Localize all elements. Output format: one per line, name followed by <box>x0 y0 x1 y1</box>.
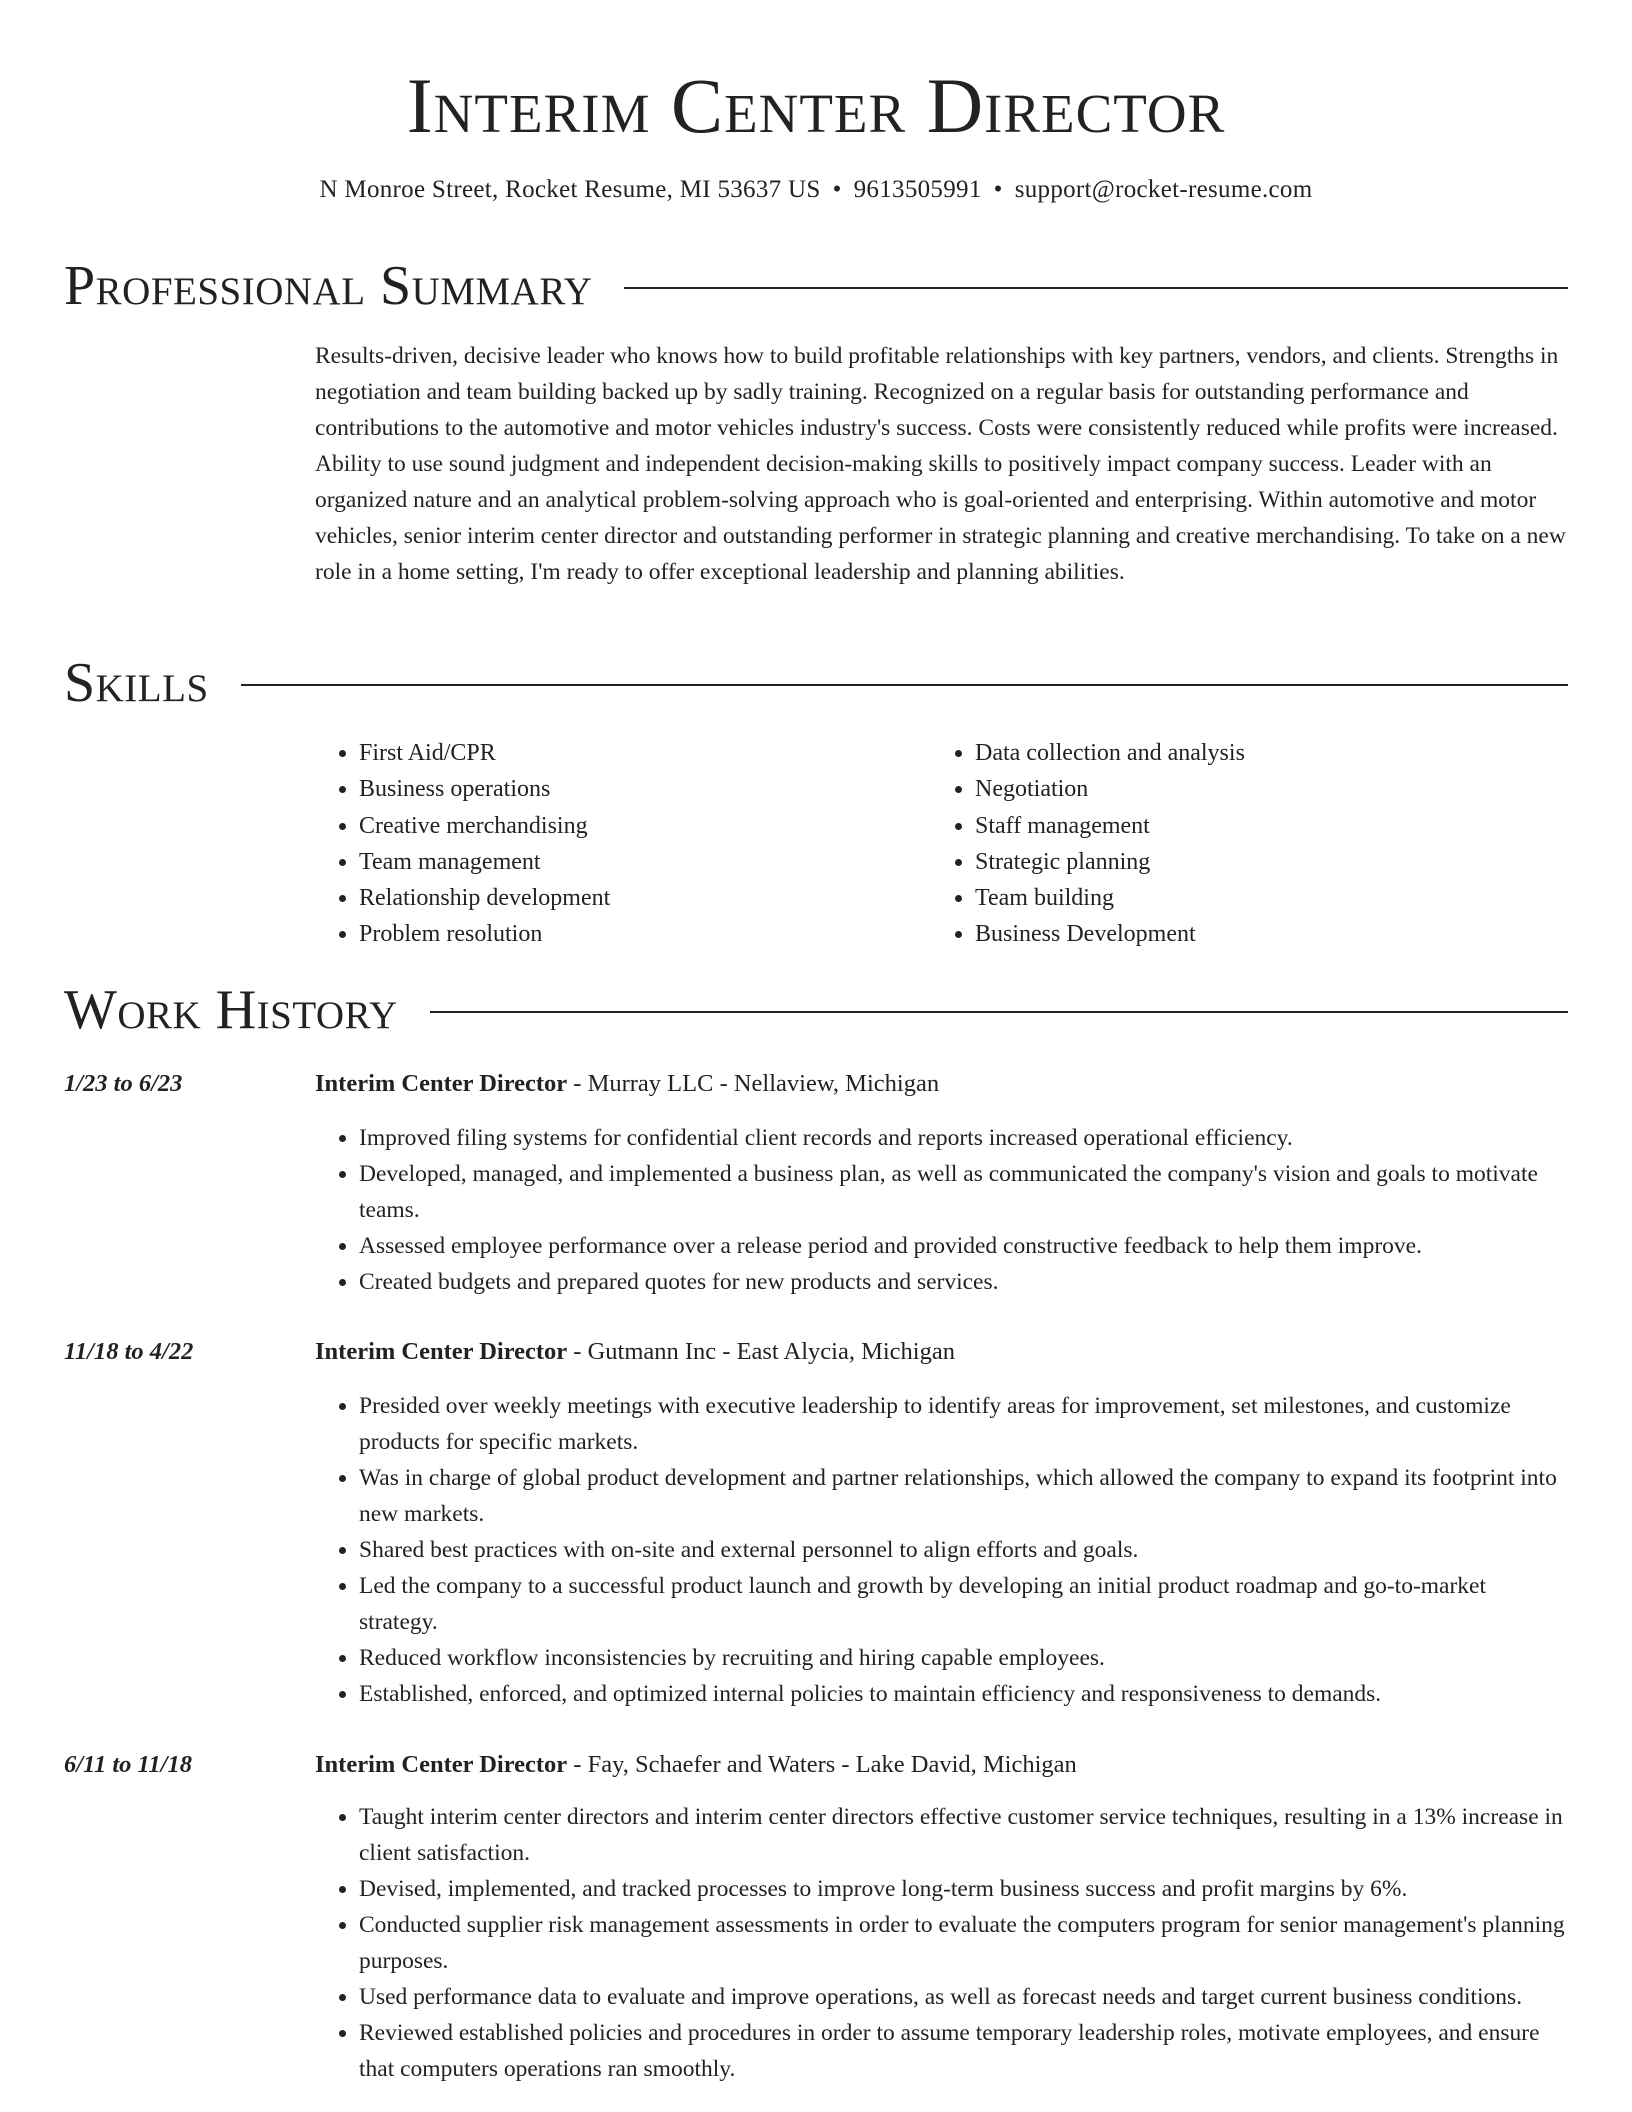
skill-item: • Business operations <box>359 771 931 807</box>
job-bullet: • Created budgets and prepared quotes for new products and services. <box>359 1264 1568 1300</box>
job-bullet: • Reduced workflow inconsistencies by recruiting and hiring capable employees. <box>359 1640 1568 1676</box>
skills-list <box>315 735 1568 953</box>
job-bullet: • Devised, implemented, and tracked processes to improve long-term business success and profit margins by 6%. <box>359 1871 1568 1907</box>
job-dates: 1/23 to 6/23 <box>64 1070 183 1097</box>
job-bullets <box>315 1120 1568 1300</box>
skills-section-header <box>64 651 1568 715</box>
job-bullets <box>315 1799 1568 2087</box>
job-company-location: - Fay, Schaefer and Waters - Lake David, Michigan <box>567 1751 1077 1778</box>
job-bullet: • Shared best practices with on-site and external personnel to align efforts and goals. <box>359 1532 1568 1568</box>
job-bullet: • Reviewed established policies and procedures in order to assume temporary leadership roles, motivate employees, and ensure that computers operations ran smoothly. <box>359 2015 1568 2087</box>
contact-separator: • <box>832 176 842 203</box>
job-bullet: • Developed, managed, and implemented a business plan, as well as communicated the company's vision and goals to motivate teams. <box>359 1156 1568 1228</box>
job-bullet: • Improved filing systems for confidential client records and reports increased operational efficiency. <box>359 1120 1568 1156</box>
skills-column-right <box>931 735 1547 953</box>
job-bullet: • Established, enforced, and optimized internal policies to maintain efficiency and responsiveness to demands. <box>359 1676 1568 1712</box>
job-bullet: • Was in charge of global product development and partner relationships, which allowed the company to expand its footprint into new markets. <box>359 1460 1568 1532</box>
job-title: Interim Center Director <box>315 1070 568 1097</box>
skill-item: • Relationship development <box>359 880 931 916</box>
job-heading <box>315 1747 1077 1783</box>
skills-column-left <box>315 735 931 953</box>
job-heading <box>315 1066 939 1102</box>
job-title: Interim Center Director <box>315 1338 568 1365</box>
work-section-header <box>64 978 1568 1042</box>
skill-item: • First Aid/CPR <box>359 735 931 771</box>
skills-heading: Skills <box>64 652 209 714</box>
contact-phone: 9613505991 <box>853 176 982 203</box>
contact-address: N Monroe Street, Rocket Resume, MI 53637 US <box>319 176 821 203</box>
skill-item: • Strategic planning <box>975 844 1547 880</box>
job-title: Interim Center Director <box>315 1751 568 1778</box>
job-bullet: • Conducted supplier risk management assessments in order to evaluate the computers program for senior management's planning purposes. <box>359 1907 1568 1979</box>
skill-item: • Business Development <box>975 916 1547 952</box>
skill-item: • Team management <box>359 844 931 880</box>
job-bullet: • Taught interim center directors and interim center directors effective customer service techniques, resulting in a 13% increase in client satisfaction. <box>359 1799 1568 1871</box>
skill-item: • Team building <box>975 880 1547 916</box>
section-divider <box>241 684 1568 686</box>
resume-name: Interim Center Director <box>406 62 1226 149</box>
job-bullets <box>315 1388 1568 1712</box>
contact-separator: • <box>993 176 1003 203</box>
job-bullet: • Presided over weekly meetings with executive leadership to identify areas for improvement, set milestones, and customize products for specific markets. <box>359 1388 1568 1460</box>
job-bullet: • Assessed employee performance over a release period and provided constructive feedback to help them improve. <box>359 1228 1568 1264</box>
section-divider <box>624 287 1568 289</box>
job-company-location: - Murray LLC - Nellaview, Michigan <box>567 1070 940 1097</box>
contact-line <box>0 174 1632 206</box>
skill-item: • Data collection and analysis <box>975 735 1547 771</box>
skill-item: • Creative merchandising <box>359 808 931 844</box>
summary-heading: Professional Summary <box>64 255 593 317</box>
summary-text: Results-driven, decisive leader who knows how to build profitable relationships with key partners, vendors, and clients. Strengths in negotiation and team building backed up by sadly training. Recognized on a regular basis for outstanding performance and contributions to the automotive and motor vehicles industry's success. Costs were consistently reduced while profits were increased. Ability to use sound judgment and independent decision-making skills to positively impact company success. Leader with an organized nature and an analytical problem-solving approach who is goal-oriented and enterprising. Within automotive and motor vehicles, senior interim center director and outstanding performer in strategic planning and creative merchandising. To take on a new role in a home setting, I'm ready to offer exceptional leadership and planning abilities. <box>315 343 1566 585</box>
section-divider <box>430 1011 1568 1013</box>
work-heading: Work History <box>64 979 398 1041</box>
job-dates: 11/18 to 4/22 <box>64 1338 194 1365</box>
job-bullet: • Led the company to a successful product launch and growth by developing an initial product roadmap and go-to-market strategy. <box>359 1568 1568 1640</box>
job-dates: 6/11 to 11/18 <box>64 1751 192 1778</box>
job-heading <box>315 1334 955 1370</box>
skill-item: • Negotiation <box>975 771 1547 807</box>
skill-item: • Problem resolution <box>359 916 931 952</box>
skill-item: • Staff management <box>975 808 1547 844</box>
job-bullet: • Used performance data to evaluate and improve operations, as well as forecast needs and target current business conditions. <box>359 1979 1568 2015</box>
contact-email: support@rocket-resume.com <box>1014 176 1313 203</box>
job-company-location: - Gutmann Inc - East Alycia, Michigan <box>567 1338 955 1365</box>
summary-section-header <box>64 254 1568 318</box>
